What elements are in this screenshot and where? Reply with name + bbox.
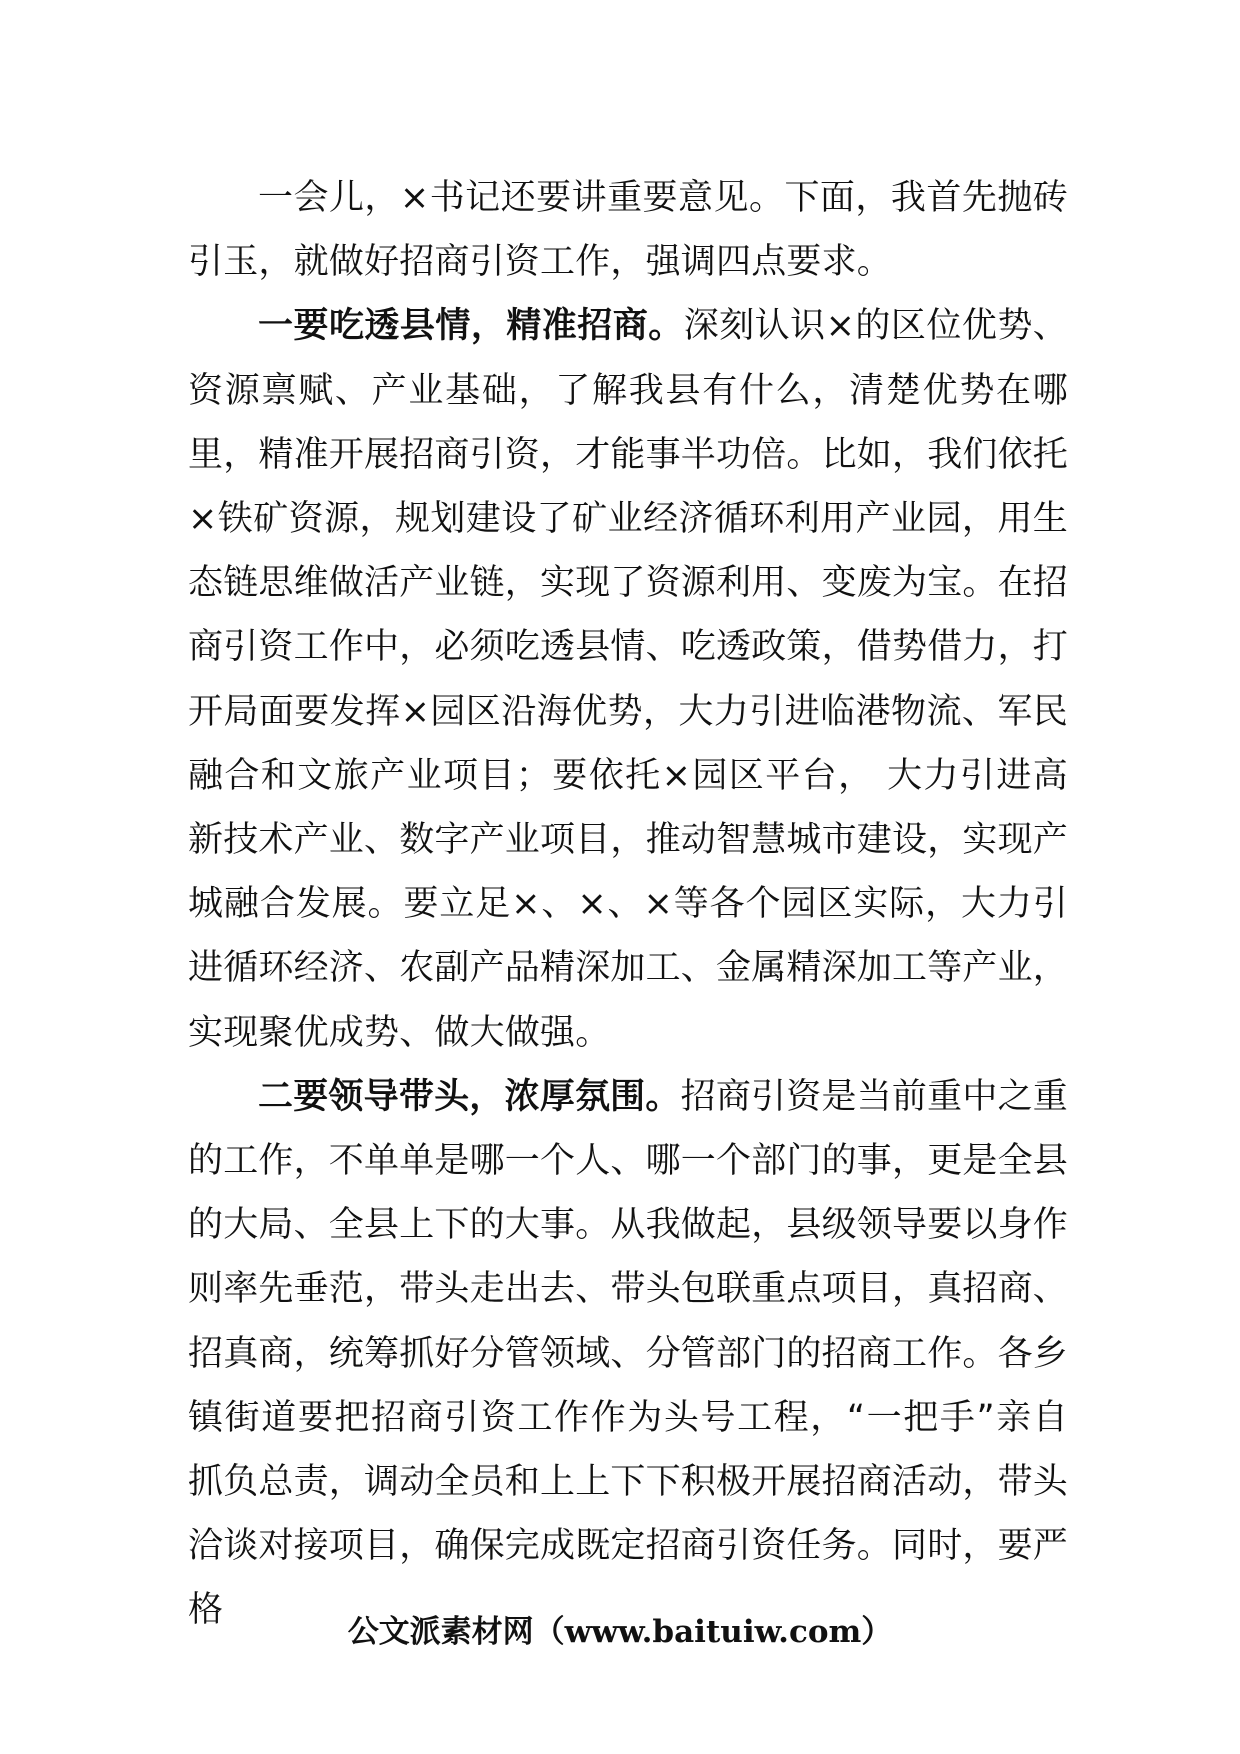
paragraph-text: 一会儿，×书记还要讲重要意见。下面，我首先抛砖引玉，就做好招商引资工作，强调四点要求。 <box>188 178 1068 283</box>
paragraph-lead: 一要吃透县情，精准招商。 <box>258 306 684 347</box>
document-body <box>188 166 1068 1643</box>
paragraph-text: 深刻认识×的区位优势、资源禀赋、产业基础，了解我县有什么，清楚优势在哪里，精准开展招商引资，才能事半功倍。比如，我们依托×铁矿资源，规划建设了矿业经济循环利用产业园，用生态链思维做活产业链，实现了资源利用、变废为宝。在招商引资工作中，必须吃透县情、吃透政策，借势借力，打开局面要发挥×园区沿海优势，大力引进临港物流、军民融合和文旅产业项目；要依托×园区平台， 大力引进高新技术产业、数字产业项目，推动智慧城市建设，实现产城融合发展。要立足×、×、×等各个园区实际，大力引进循环经济、农副产品精深加工、金属精深加工等产业，实现聚优成势、做大做强。 <box>188 306 1069 1053</box>
paragraph-point-two <box>188 1065 1068 1643</box>
paragraph-lead: 二要领导带头，浓厚氛围。 <box>258 1076 681 1117</box>
paragraph-text: 招商引资是当前重中之重的工作，不单单是哪一个人、哪一个部门的事，更是全县的大局、全县上下的大事。从我做起，县级领导要以身作则率先垂范，带头走出去、带头包联重点项目，真招商、招真商，统筹抓好分管领域、分管部门的招商工作。各乡镇街道要把招商引资工作作为头号工程，“一把手”亲自抓负总责，调动全员和上上下下积极开展招商活动，带头洽谈对接项目，确保完成既定招商引资任务。同时，要严格 <box>188 1076 1069 1631</box>
paragraph-intro <box>188 166 1068 294</box>
paragraph-point-one <box>188 294 1068 1064</box>
footer-source: 公文派素材网（www.baituiw.com） <box>347 1614 893 1650</box>
